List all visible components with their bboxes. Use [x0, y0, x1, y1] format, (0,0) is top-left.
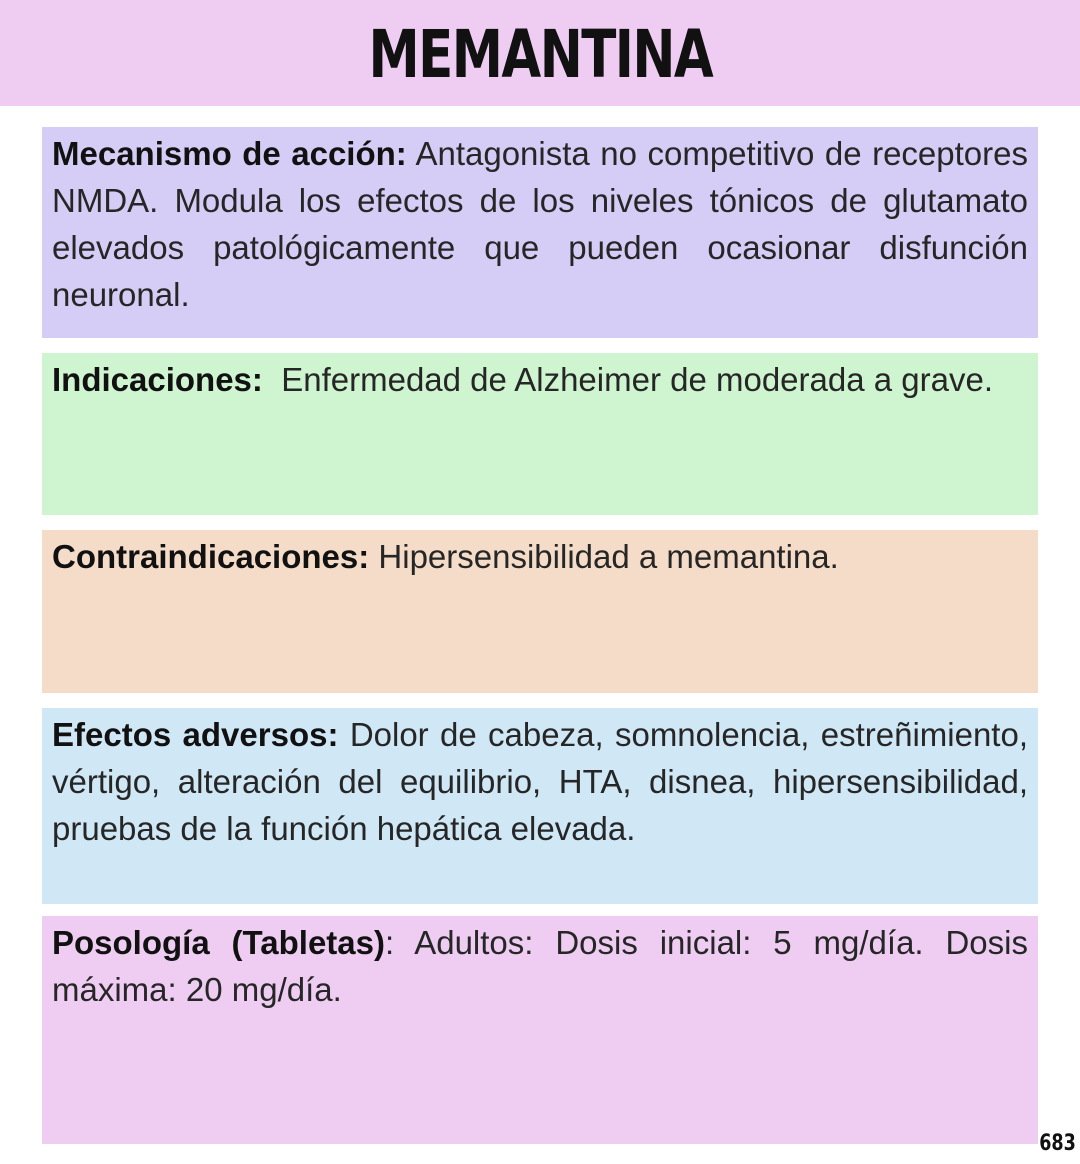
section-efectos-text [52, 711, 1028, 852]
page-title: MEMANTINA [368, 16, 712, 93]
section-indicaciones-body: Enfermedad de Alzheimer de moderada a grave. [281, 361, 993, 398]
section-contraindicaciones-body: Hipersensibilidad a memantina. [378, 538, 839, 575]
section-contraindicaciones-text [52, 533, 1028, 580]
section-mecanismo-body: Antagonista no competitivo de receptores NMDA. Modula los efectos de los niveles tónicos de glutamato elevados patológicamente que pueden ocasionar disfunción neuronal. [52, 135, 1028, 313]
section-mecanismo-text [52, 130, 1028, 318]
section-efectos-adversos [42, 708, 1038, 904]
section-indicaciones-label: Indicaciones: [52, 361, 263, 398]
section-posologia-label: Posología (Tabletas) [52, 924, 385, 961]
section-mecanismo [42, 127, 1038, 338]
section-contraindicaciones [42, 530, 1038, 693]
section-posologia-text [52, 919, 1028, 1013]
section-efectos-label: Efectos adversos: [52, 716, 339, 753]
section-posologia-separator: : [384, 924, 395, 961]
section-posologia-body: Adultos: Dosis inicial: 5 mg/día. Dosis máxima: 20 mg/día. [52, 924, 1028, 1008]
title-bar [0, 0, 1080, 106]
section-contraindicaciones-label: Contraindicaciones: [52, 538, 370, 575]
section-efectos-body: Dolor de cabeza, somnolencia, estreñimiento, vértigo, alteración del equilibrio, HTA, disnea, hipersensibilidad, pruebas de la función hepática elevada. [52, 716, 1029, 847]
page-number: 683 [1039, 1131, 1076, 1156]
section-posologia [42, 916, 1038, 1144]
section-indicaciones-text [52, 356, 1028, 403]
section-indicaciones [42, 353, 1038, 515]
section-mecanismo-label: Mecanismo de acción: [52, 135, 407, 172]
